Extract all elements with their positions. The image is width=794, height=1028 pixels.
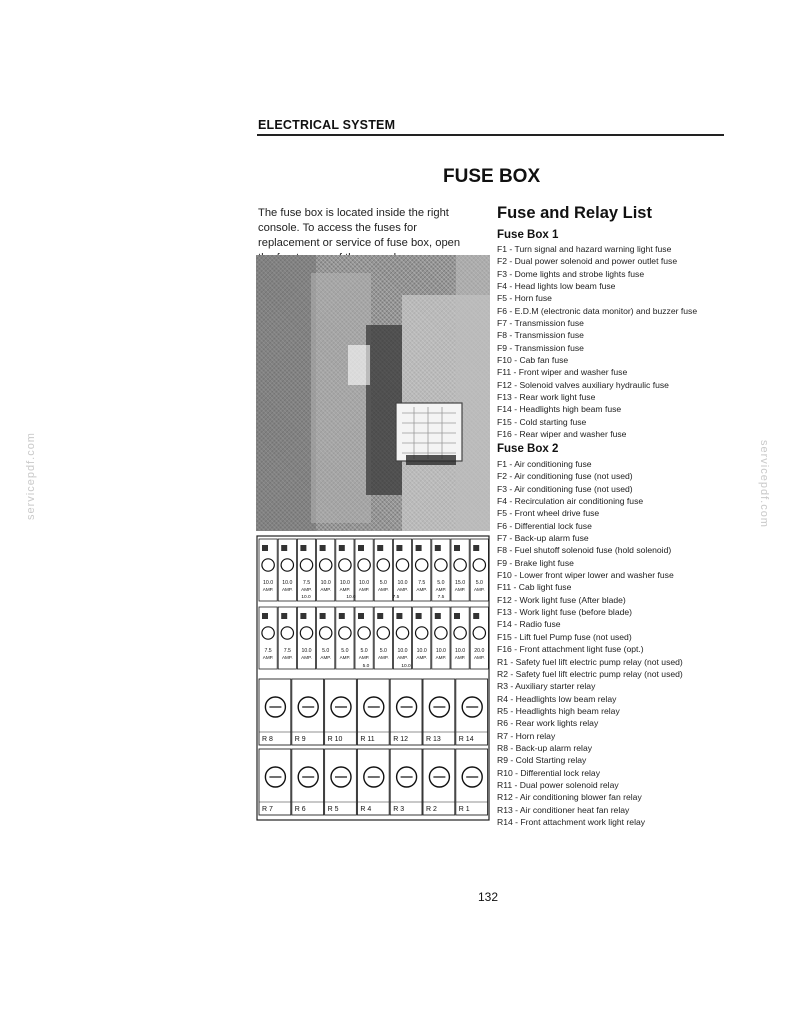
fuse-amp-unit: AMP.: [320, 587, 332, 592]
list-item: F9 - Brake light fuse: [497, 557, 574, 568]
list-item: F10 - Cab fan fuse: [497, 355, 569, 366]
fuse-marker-icon: [396, 545, 402, 551]
fuse-amp-unit: AMP.: [416, 655, 428, 660]
list-item: F15 - Lift fuel Pump fuse (not used): [497, 631, 632, 642]
fuse-amp-value: 10.0: [263, 580, 274, 586]
fuse-amp-value: 10.0: [339, 580, 350, 586]
fuse-marker-icon: [300, 545, 306, 551]
fuse-amp-unit: AMP.: [454, 587, 466, 592]
list-item: R2 - Safety fuel lift electric pump relay (not used): [497, 668, 683, 679]
list-item: R4 - Headlights low beam relay: [497, 693, 617, 704]
fuse-amp-unit: AMP.: [358, 655, 370, 660]
list-item: F4 - Recirculation air conditioning fuse: [497, 496, 644, 507]
fuse-marker-icon: [416, 613, 422, 619]
relay-label: R 10: [327, 736, 343, 743]
list-item: R11 - Dual power solenoid relay: [497, 779, 619, 790]
fuse-amp-unit: AMP.: [301, 587, 312, 592]
list-item: F5 - Horn fuse: [497, 293, 552, 304]
fuse-marker-icon: [473, 613, 479, 619]
fuse-amp-value: 10.0: [301, 648, 312, 654]
fuse-amp-value: 10.0: [359, 580, 370, 586]
relay-label: R 4: [360, 806, 372, 813]
list-item: F15 - Cold starting fuse: [497, 416, 587, 427]
intro-paragraph: The fuse box is located inside the right console. To access the fuses for replacement or service of fuse box, open: [258, 207, 461, 249]
watermark-left: servicepdf.com: [25, 432, 37, 520]
list-item: F10 - Lower front wiper lower and washer fuse: [497, 570, 674, 581]
fuse-amp-unit: AMP.: [435, 655, 447, 660]
relay-label: R 2: [426, 806, 437, 813]
fuse-amp-unit: AMP.: [473, 655, 485, 660]
fuse-amp-value: 7.5: [264, 648, 272, 654]
fuse-amp-unit: AMP.: [377, 655, 389, 660]
list-item: F12 - Solenoid valves auxiliary hydraulic fuse: [497, 379, 669, 390]
fuse-marker-icon: [435, 613, 441, 619]
page-number: 132: [478, 890, 499, 904]
relay-label: R 3: [393, 806, 405, 813]
fuse-amp-value: 7.5: [418, 580, 426, 586]
fuse-marker-icon: [339, 545, 345, 551]
fuse-amp-unit: AMP.: [281, 655, 293, 660]
fuse-amp-unit: AMP.: [454, 655, 466, 660]
fuse-amp-value: 10.0: [455, 648, 466, 654]
fuse-amp-value: 10.0: [435, 648, 446, 654]
list-item: F16 - Front attachment light fuse (opt.): [497, 644, 644, 655]
list-item: F14 - Radio fuse: [497, 619, 561, 630]
fuse-marker-icon: [320, 545, 326, 551]
page-title: FUSE BOX: [443, 166, 541, 187]
relay-label: R 1: [458, 806, 470, 813]
list-item: F7 - Transmission fuse: [497, 318, 584, 329]
fuse-marker-icon: [473, 545, 479, 551]
list-item: F9 - Transmission fuse: [497, 342, 584, 353]
fuse-amp-value: 5.0: [360, 648, 368, 654]
list-item: F6 - E.D.M (electronic data monitor) and buzzer fuse: [497, 305, 698, 316]
fuse-marker-icon: [435, 545, 441, 551]
fuse-amp-unit: AMP.: [339, 655, 351, 660]
list-item: F3 - Air conditioning fuse (not used): [497, 483, 633, 494]
list-item: R14 - Front attachment work light relay: [497, 816, 646, 827]
list-item: R1 - Safety fuel lift electric pump relay (not used): [497, 656, 683, 667]
fuse-amp-unit: AMP.: [397, 587, 408, 592]
list-item: F2 - Air conditioning fuse (not used): [497, 471, 633, 482]
fuse-amp-unit: AMP.: [281, 587, 293, 592]
fuse-amp-value: 10.0: [282, 580, 293, 586]
fuse-marker-icon: [339, 613, 345, 619]
fuse-amp-value: 5.0: [437, 580, 445, 586]
relay-label: R 6: [294, 806, 306, 813]
list-title: Fuse and Relay List: [497, 204, 652, 222]
list-item: F13 - Rear work light fuse: [497, 392, 596, 403]
fuse-amp-value: 10.0: [416, 648, 427, 654]
relay-label: R 5: [327, 806, 339, 813]
fuse-amp-value: 5.0: [379, 648, 387, 654]
fuse-amp-value: 5.0: [341, 648, 349, 654]
fuse-sub-amp: 10.0: [346, 595, 356, 600]
list-item: R8 - Back-up alarm relay: [497, 742, 593, 753]
list-item: F5 - Front wheel drive fuse: [497, 508, 600, 519]
fuse-sub-amp: 10.0: [301, 595, 311, 600]
fuse-amp-value: 5.0: [379, 580, 387, 586]
fuse-amp-unit: AMP.: [262, 587, 274, 592]
fuse-amp-unit: AMP.: [262, 655, 274, 660]
list-item: F3 - Dome lights and strobe lights fuse: [497, 268, 645, 279]
list-item: R12 - Air conditioning blower fan relay: [497, 792, 642, 803]
fuse-marker-icon: [281, 545, 287, 551]
relay-grid-top: [259, 679, 488, 745]
list-item: R9 - Cold Starting relay: [497, 755, 587, 766]
fuse-marker-icon: [358, 545, 364, 551]
fuse-marker-icon: [262, 545, 268, 551]
watermark-right: servicepdf.com: [758, 440, 770, 528]
list-item: F8 - Transmission fuse: [497, 330, 584, 341]
fuse-relay-diagram: [256, 535, 490, 821]
fuse-amp-value: 5.0: [475, 580, 483, 586]
fuse-marker-icon: [416, 545, 422, 551]
list-item: R13 - Air conditioner heat fan relay: [497, 804, 630, 815]
list-item: F7 - Back-up alarm fuse: [497, 533, 589, 544]
relay-label: R 8: [262, 736, 273, 743]
fuse-marker-icon: [377, 545, 383, 551]
list-item: R5 - Headlights high beam relay: [497, 705, 620, 716]
fuse-box-2-list: [497, 458, 722, 828]
fuse-marker-icon: [454, 613, 460, 619]
fuse-amp-unit: AMP.: [301, 655, 312, 660]
fuse-marker-icon: [358, 613, 364, 619]
list-item: F11 - Cab light fuse: [497, 582, 572, 593]
fuse-amp-value: 7.5: [302, 580, 311, 586]
fuse-marker-icon: [300, 613, 306, 619]
fuse-marker-icon: [396, 613, 402, 619]
list-item: F16 - Rear wiper and washer fuse: [497, 429, 627, 440]
fuse-amp-unit: AMP.: [473, 587, 485, 592]
relay-label: R 12: [393, 736, 408, 743]
fuse-marker-icon: [262, 613, 268, 619]
fuse-box-photo: [256, 255, 490, 531]
fuse-amp-value: 10.0: [397, 648, 408, 654]
fuse-sub-amp: 10.0: [401, 664, 411, 669]
fuse-amp-value: 10.0: [320, 580, 331, 586]
fuse-sub-amp: 7.5: [392, 595, 400, 600]
fuse-amp-value: 20.0: [474, 648, 485, 654]
fuse-marker-icon: [281, 613, 287, 619]
list-item: F14 - Headlights high beam fuse: [497, 404, 622, 415]
list-item: R3 - Auxiliary starter relay: [497, 681, 596, 692]
list-item: F2 - Dual power solenoid and power outlet fuse: [497, 256, 678, 267]
list-item: F4 - Head lights low beam fuse: [497, 281, 616, 292]
list-item: F1 - Air conditioning fuse: [497, 459, 592, 469]
fuse-box-2-heading: Fuse Box 2: [497, 443, 559, 455]
fuse-box-1-list: [497, 243, 722, 441]
relay-label: R 13: [426, 736, 441, 743]
fuse-amp-unit: AMP.: [358, 587, 370, 592]
relay-grid-bottom: [259, 749, 488, 815]
fuse-amp-unit: AMP.: [377, 587, 389, 592]
fuse-marker-icon: [454, 545, 460, 551]
list-item: F6 - Differential lock fuse: [497, 520, 592, 531]
list-item: F12 - Work light fuse (After blade): [497, 594, 626, 605]
header-rule: [257, 134, 724, 136]
relay-label: R 11: [360, 736, 375, 743]
relay-label: R 7: [262, 806, 273, 813]
fuse-amp-unit: AMP.: [397, 655, 408, 660]
fuse-amp-value: 5.0: [322, 648, 330, 654]
fuse-amp-value: 15.0: [455, 580, 466, 586]
photo-illustration: [256, 255, 490, 531]
fuse-amp-unit: AMP.: [416, 587, 428, 592]
list-item: R7 - Horn relay: [497, 730, 556, 741]
fuse-amp-unit: AMP.: [339, 587, 351, 592]
list-item: R6 - Rear work lights relay: [497, 718, 599, 729]
fuse-amp-unit: AMP.: [320, 655, 332, 660]
section-title: ELECTRICAL SYSTEM: [258, 118, 396, 132]
list-item: F8 - Fuel shutoff solenoid fuse (hold solenoid): [497, 545, 672, 556]
fuse-amp-value: 10.0: [397, 580, 408, 586]
fuse-box-1-heading: Fuse Box 1: [497, 229, 559, 241]
fuse-sub-amp: 5.0: [362, 664, 370, 669]
fuse-sub-amp: 7.5: [437, 595, 445, 600]
list-item: F13 - Work light fuse (before blade): [497, 607, 633, 618]
fuse-amp-value: 7.5: [283, 648, 291, 654]
fuse-amp-unit: AMP.: [435, 587, 447, 592]
list-item: F1 - Turn signal and hazard warning light fuse: [497, 244, 672, 254]
relay-label: R 14: [458, 736, 474, 743]
relay-label: R 9: [294, 736, 306, 743]
fuse-marker-icon: [377, 613, 383, 619]
list-item: R10 - Differential lock relay: [497, 767, 601, 778]
fuse-marker-icon: [320, 613, 326, 619]
list-item: F11 - Front wiper and washer fuse: [497, 367, 628, 378]
